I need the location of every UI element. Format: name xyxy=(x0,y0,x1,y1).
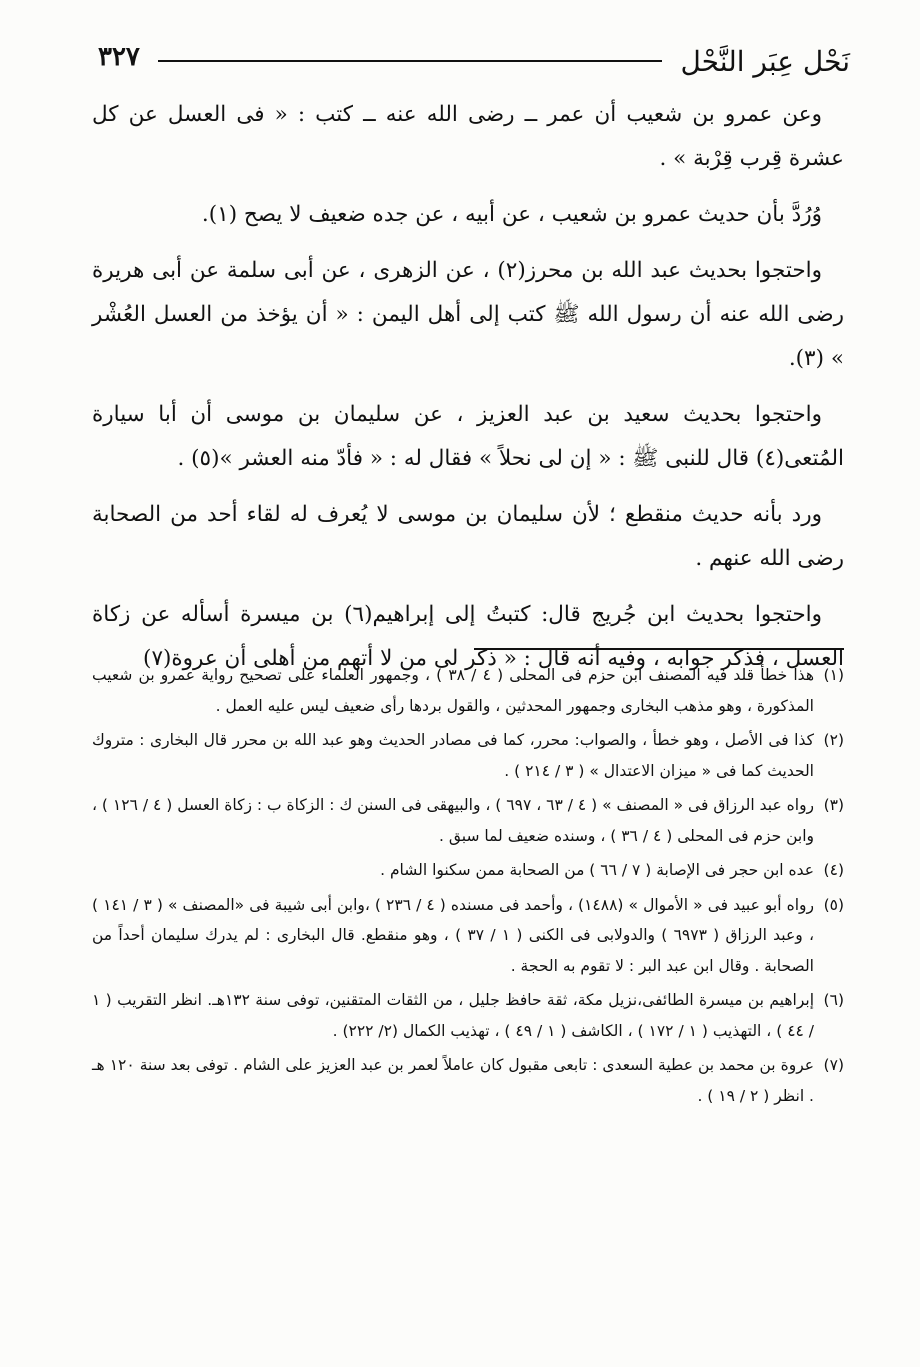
footnote-text: هذا خطأ قلد فيه المصنف ابن حزم فى المحلى ( ٤ / ٣٨ ) ، وجمهور العلماء على تصحيح رواية عمرو بن شعيب المذكورة ، وهو مذهب البخارى وجمهور المحدثين ، والقول بردها رأى ضعيف ليس عليه العمل . xyxy=(92,666,814,715)
footnote-number: (٧) xyxy=(823,1056,844,1074)
paragraph: ورد بأنه حديث منقطع ؛ لأن سليمان بن موسى لا يُعرف له لقاء أحد من الصحابة رضى الله عنهم . xyxy=(92,502,844,571)
footnote xyxy=(92,660,844,721)
page-number: ٣٢٧ xyxy=(98,42,140,72)
paragraph: واحتجوا بحديث عبد الله بن محرز(٢) ، عن الزهرى ، عن أبى سلمة عن أبى هريرة رضى الله عنه أن رسول الله ﷺ كتب إلى أهل اليمن : « أن يؤخذ من العسل العُشْر » (٣). xyxy=(92,258,844,371)
footnote-text: كذا فى الأصل ، وهو خطأ ، والصواب: محرر، كما فى مصادر الحديث وهو عبد الله بن محرر قال البخارى : متروك الحديث كما فى « ميزان الاعتدال » ( ٣ / ٢١٤ ) . xyxy=(92,731,814,780)
footnote-text: رواه عبد الرزاق فى « المصنف » ( ٤ / ٦٣ ، ٦٩٧ ) ، والبيهقى فى السنن ك : الزكاة ب : زكاة العسل ( ٤ / ١٢٦ ) ، وابن حزم فى المحلى ( ٤ / ٣٦ ) ، وسنده ضعيف لما سبق . xyxy=(92,796,815,845)
footnote-text: رواه أبو عبيد فى « الأموال » (١٤٨٨) ، وأحمد فى مسنده ( ٤ / ٢٣٦ ) ،وابن أبى شيبة فى «المصنف » ( ٣ / ١٤١ ) ، وعبد الرزاق ( ٦٩٧٣ ) والدولابى فى الكنى ( ١ / ٣٧ ) ، وهو منقطع. قال البخارى : لم يدرك سليمان أحداً من الصحابة . وقال ابن عبد البر : لا تقوم به الحجة . xyxy=(92,895,815,975)
paragraph: واحتجوا بحديث ابن جُريج قال: كتبتُ إلى إبراهيم(٦) بن ميسرة أسأله عن زكاة العسل ، فذكر جوابه ، وفيه أنه قال : « ذكر لى من لا أتهم من أهلى أن عروة(٧) xyxy=(92,602,844,671)
footnote-separator xyxy=(474,648,844,650)
footnote-number: (٢) xyxy=(823,731,844,749)
header-rule xyxy=(158,60,663,62)
footnote xyxy=(92,985,844,1046)
footnote-number: (٣) xyxy=(823,796,845,814)
footnote-number: (١) xyxy=(823,666,844,684)
footnote xyxy=(92,790,844,851)
page-header xyxy=(98,18,850,78)
paragraph: وُرُدَّ بأن حديث عمرو بن شعيب ، عن أبيه ، عن جده ضعيف لا يصح (١). xyxy=(201,202,822,227)
footnote-number: (٦) xyxy=(823,991,844,1009)
running-title: نَحْل عِبَر النَّحْل xyxy=(680,45,850,78)
footnotes xyxy=(92,660,844,1115)
footnote xyxy=(92,1050,844,1111)
paragraph: واحتجوا بحديث سعيد بن عبد العزيز ، عن سليمان بن موسى أن أبا سيارة المُتعى(٤) قال للنبى ﷺ : « إن لى نحلاً » فقال له : « فأدّ منه العشر »(٥) . xyxy=(92,402,844,471)
main-text xyxy=(92,85,844,693)
footnote-text: إبراهيم بن ميسرة الطائفى،نزيل مكة، ثقة حافظ جليل ، من الثقات المتقنين، توفى سنة ١٣٢هـ. انظر التقريب ( ١ / ٤٤ ) ، التهذيب ( ١ / ١٧٢ ) ، الكاشف ( ١ / ٤٩ ) ، تهذيب الكمال (٢/ ٢٢٢) . xyxy=(92,991,814,1040)
footnote-text: عروة بن محمد بن عطية السعدى : تابعى مقبول كان عاملاً لعمر بن عبد العزيز على الشام . توفى بعد سنة ١٢٠ هـ . انظر ( ٢ / ١٩ ) . xyxy=(92,1056,814,1105)
paragraph: وعن عمرو بن شعيب أن عمر ــ رضى الله عنه ــ كتب : « فى العسل عن كل عشرة قِرب قِرْبة » . xyxy=(92,102,844,171)
footnote-text: عده ابن حجر فى الإصابة ( ٧ / ٦٦ ) من الصحابة ممن سكنوا الشام . xyxy=(380,861,814,879)
footnote-number: (٤) xyxy=(823,861,844,879)
footnote xyxy=(92,725,844,786)
footnote-number: (٥) xyxy=(823,895,845,914)
footnote xyxy=(92,890,844,982)
footnote xyxy=(92,855,844,886)
